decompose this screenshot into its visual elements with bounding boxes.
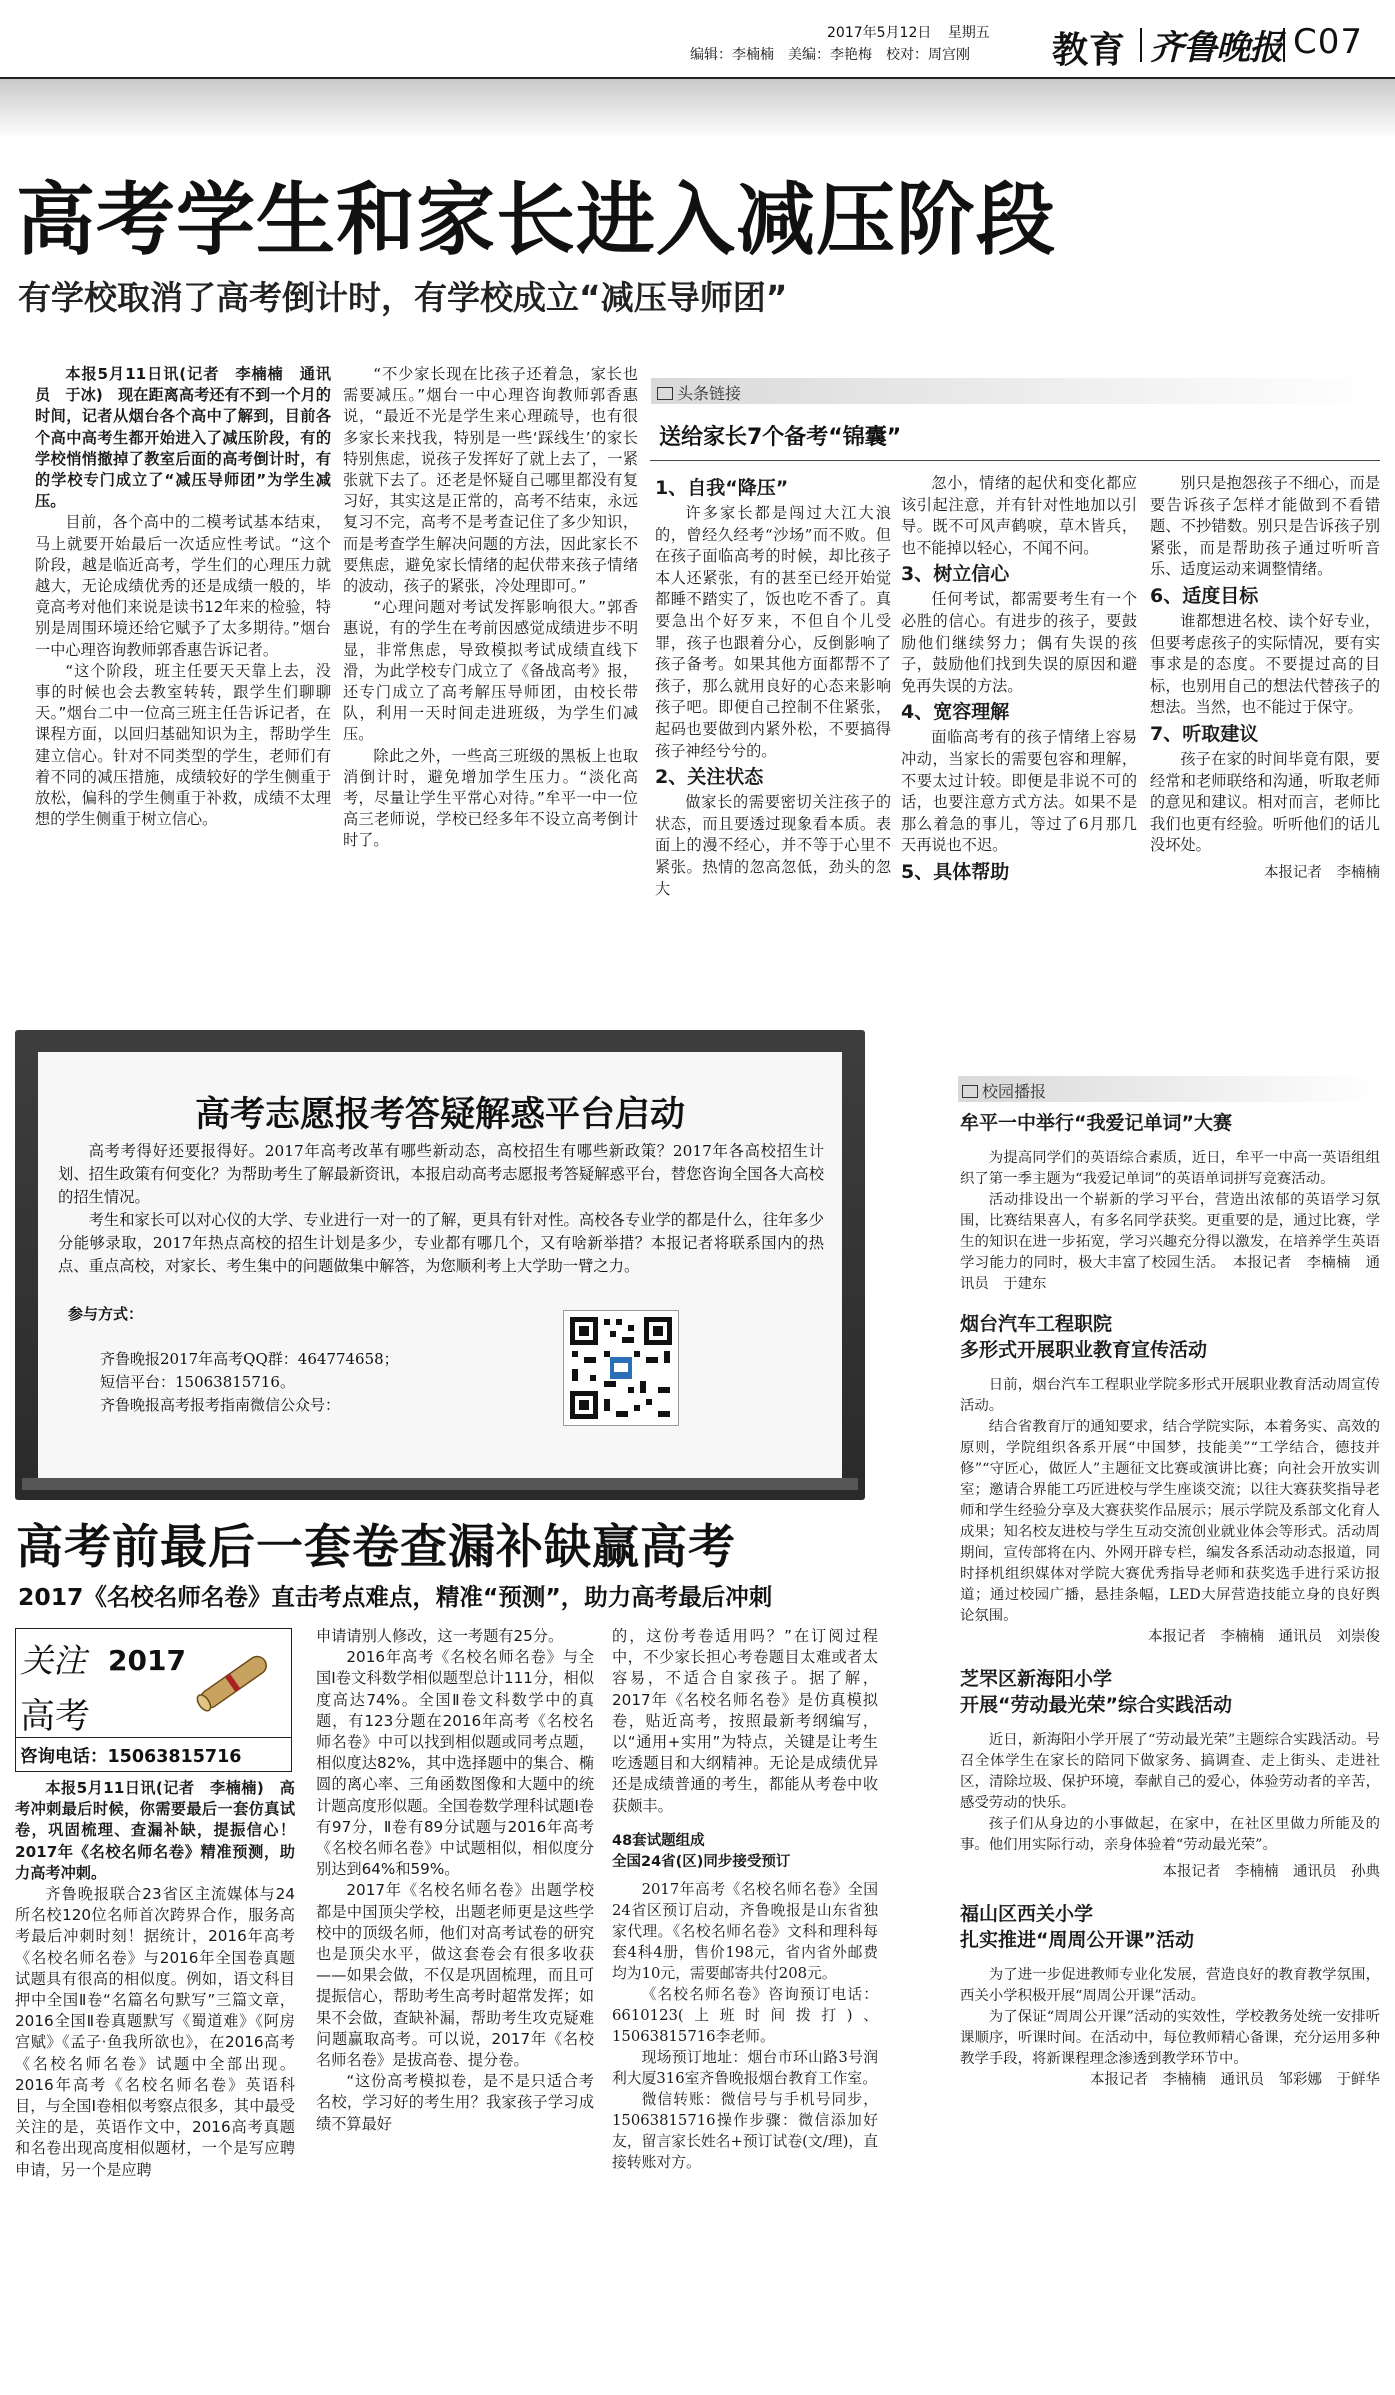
tips-text: 面临高考有的孩子情绪上容易冲动，当家长的需要包容和理解，不要太过计较。即便是非说不可的话，也要注意方式方法。如果不是那么着急的事儿，等过了6月那几天再说也不迟。 <box>901 728 1137 855</box>
board-wechat: 齐鲁晚报高考报考指南微信公众号： <box>100 1396 341 1414</box>
exam-order-para: 微信转账：微信号与手机号同步，15063815716操作步骤：微信添加好友，留言家长姓名+预订试卷(文/理)，直接转账对方。 <box>612 2091 878 2172</box>
badge-divider <box>16 1737 291 1738</box>
tips-heading: 7、听取建议 <box>1150 722 1259 745</box>
badge-focus: 关注 <box>20 1641 86 1680</box>
qr-code-icon[interactable] <box>563 1310 679 1426</box>
badge-word: 高考 <box>20 1697 91 1737</box>
exam-column-3 <box>612 1626 878 2386</box>
page-number: C07 <box>1293 22 1364 62</box>
lead-headline: 高考学生和家长进入减压阶段 <box>16 174 1056 266</box>
campus-item-para: 孩子们从身边的小事做起，在家中，在社区里做力所能及的事。他们用实际行动，亲身体验着“劳动最光荣”。 <box>960 1816 1380 1853</box>
tips-title-rule <box>650 460 1380 461</box>
header-weekday: 星期五 <box>947 25 990 41</box>
badge-year: 2017 <box>108 1644 186 1677</box>
exam-col2-para: 2016年高考《名校名师名卷》与全国Ⅰ卷文科数学相似题型总计111分，相似度高达74%。全国Ⅱ卷文科数学中的真题，有123分题在2016年高考《名校名师名卷》中可以找到相似题或同考点题，相似度达82%，其中选择题中的集合、椭圆的离心率、三角函数图像和大题中的统计题高度形似题。全国卷数学理科试题Ⅰ卷有97分，Ⅱ卷有89分试题与2016年高考《名校名师名卷》中试题相似，相似度分别达到64%和59%。 <box>316 1648 594 1879</box>
exam-order-para: 《名校名师名卷》咨询预订电话：6610123(上班时间拨打)、15063815716李老师。 <box>612 1986 878 2046</box>
campus-item-subtitle: 开展“劳动最光荣”综合实践活动 <box>960 1694 1232 1716</box>
board-sms: 短信平台：15063815716。 <box>100 1373 295 1391</box>
tips-column-b <box>901 473 1137 1003</box>
exam-column-1 <box>15 1778 295 2384</box>
header-editors: 编辑：李楠楠 美编：李艳梅 校对：周宫刚 <box>690 47 970 63</box>
header-divider-1 <box>1140 28 1142 62</box>
exam-col2-para: 申请请别人修改，这一考题有25分。 <box>316 1627 564 1645</box>
tips-heading: 1、自我“降压” <box>655 477 789 499</box>
tab-icon <box>657 387 673 400</box>
campus-item-para: 日前，烟台汽车工程职业学院多形式开展职业教育活动周宣传活动。 <box>960 1377 1380 1414</box>
tips-text: 别只是抱怨孩子不细心，而是要告诉孩子怎样才能做到不看错题、不抄错数。别只是告诉孩子别紧张，而是帮助孩子通过听听音乐、适度运动来调整情绪。 <box>1150 474 1380 579</box>
board-contact-label: 参与方式： <box>68 1305 144 1323</box>
campus-item-para: 结合省教育厅的通知要求，结合学院实际，本着务实、高效的原则，学院组织各系开展“中国梦，技能美”“工学结合，德技并修”“守匠心，做匠人”主题征文比赛或演讲比赛；向社会开放实训室；邀请合界能工巧匠进校与学生座谈交流；以往大赛获奖指导老师和学生经验分享及大赛获奖作品展示；展示学院及系部文化育人成果；知名校友进校与学生互动交流创业就业体会等形式。活动周期间，宣传部将在内、外网开辟专栏，编发各系活动动态报道，同时择机组织媒体对学院大赛优秀指导老师和获奖选手进行采访报道；通过校园广播，悬挂条幅，LED大屏营造技能立身的良好舆论氛围。 <box>960 1419 1380 1624</box>
tips-tag-bar <box>651 378 1379 404</box>
tab-icon <box>962 1085 978 1098</box>
header-date <box>827 22 990 42</box>
board-chalk-tray <box>22 1478 858 1490</box>
exam-order-para: 2017年高考《名校名师名卷》全国24省区预订启动，齐鲁晚报是山东省独家代理。《名校名师名卷》文科和理科每套4科4册，售价198元，省内省外邮费均为10元，需要邮寄共付208元。 <box>612 1881 878 1983</box>
campus-item-para: 为了进一步促进教师专业化发展，营造良好的教育教学氛围，西关小学积极开展“周周公开课”活动。 <box>960 1967 1380 2004</box>
lead-column-2 <box>343 364 638 1000</box>
campus-item-credit: 本报记者 李楠楠 通讯员 孙典 <box>1162 1864 1380 1880</box>
tips-text: 孩子在家的时间毕竟有限，要经常和老师联络和沟通，听取老师的意见和建议。相对而言，老师比我们也更有经验。听听他们的话儿没坏处。 <box>1150 749 1380 855</box>
lead-col2-para: 除此之外，一些高三班级的黑板上也取消倒计时，避免增加学生压力。“淡化高考，尽量让学生平常心对待。”牟平一中一位高三老师说，学校已经多年不设立高考倒计时了。 <box>343 746 638 850</box>
paper-logo: 齐鲁晚报 <box>1150 28 1282 68</box>
exam-group-subheading: 全国24省(区)同步接受预订 <box>612 1854 791 1871</box>
campus-item-subtitle: 扎实推进“周周公开课”活动 <box>960 1929 1194 1951</box>
tips-title: 送给家长7个备考“锦囊” <box>659 425 902 450</box>
exam-badge <box>15 1628 292 1772</box>
tips-text: 许多家长都是闯过大江大浪的，曾经久经考“沙场”而不败。但在孩子面临高考的时候，却比孩子本人还紧张，有的甚至已经开始觉都睡不踏实了，饭也吃不香了。真要急出个好歹来，不但自个儿受罪，孩子也跟着分心，反倒影响了孩子备考。如果其他方面都帮不了孩子，那么就用良好的心态来影响孩子吧。即便自己控制不住紧张，起码也要做到内紧外松，不要搞得孩子神经兮兮的。 <box>655 504 891 760</box>
campus-list <box>960 1110 1380 2388</box>
campus-item-subtitle: 多形式开展职业教育宣传活动 <box>960 1339 1208 1361</box>
campus-item-title: 芝罘区新海阳小学 <box>960 1668 1113 1690</box>
tips-column-a <box>655 473 891 1003</box>
lead-column-1 <box>35 364 331 1000</box>
tips-heading: 4、宽容理解 <box>901 701 1010 724</box>
tips-column-c <box>1150 473 1380 1003</box>
exam-col2-para: 2017年《名校名师名卷》出题学校都是中国顶尖学校，出题老师更是这些学校中的顶级名师，他们对高考试卷的研究也是顶尖水平，做这套卷会有很多收获——如果会做，不仅是巩固梳理，而且可提振信心，帮助考生高考时超常发挥；如果不会做，查缺补漏，帮助考生攻克疑难问题赢取高考。可以说，2017年《名校名师名卷》是拔高卷、提分卷。 <box>316 1881 594 2070</box>
tips-credit: 本报记者 李楠楠 <box>1264 864 1380 881</box>
board-contact <box>100 1348 399 1417</box>
exam-subheadline: 2017《名校名师名卷》直击考点难点，精准“预测”，助力高考最后冲刺 <box>18 1583 773 1611</box>
campus-item-title: 牟平一中举行“我爱记单词”大赛 <box>960 1112 1232 1134</box>
exam-col1-para: 本报5月11日讯(记者 李楠楠) 高考冲刺最后时候，你需要最后一套仿真试卷，巩固梳理、查漏补缺，提振信心！2017年《名校名师名卷》精准预测，助力高考冲刺。 <box>15 1779 295 1882</box>
badge-phone: 咨询电话：15063815716 <box>20 1747 242 1767</box>
exam-col3-para: 的，这份考卷适用吗？”在订阅过程中，不少家长担心考卷题目太难或者太容易，不适合自家孩子。据了解，2017年《名校名师名卷》是仿真模拟卷，贴近高考，按照最新考纲编写，以“通用+实用”为特点，关键是让考生吃透题目和大纲精神。无论是成绩优异还是成绩普通的考生，都能从考卷中收获颇丰。 <box>612 1627 878 1815</box>
lead-subheadline: 有学校取消了高考倒计时，有学校成立“减压导师团” <box>18 278 788 317</box>
tips-text: 任何考试，都需要考生有一个必胜的信心。有进步的孩子，要鼓励他们继续努力；偶有失误的孩子，鼓励他们找到失误的原因和避免再失误的方法。 <box>901 590 1137 695</box>
campus-item-credit: 本报记者 李楠楠 通讯员 刘崇俊 <box>1148 1629 1380 1645</box>
tips-text: 忽小，情绪的起伏和变化都应该引起注意，并有针对性地加以引导。既不可风声鹤唳，草木皆兵，也不能掉以轻心，不闻不问。 <box>901 474 1137 557</box>
campus-tag <box>962 1079 1046 1102</box>
campus-item-para: 为了保证“周周公开课”活动的实效性，学校教务处统一安排听课顺序，听课时间。在活动中，每位教师精心备课，充分运用多种教学手段，将新课程理念渗透到教学环节中。 <box>960 2009 1380 2067</box>
board-title: 高考志愿报考答疑解惑平台启动 <box>194 1095 685 1135</box>
tips-heading: 5、具体帮助 <box>901 860 1010 883</box>
exam-col2-para: “这份高考模拟卷，是不是只适合考名校，学习好的考生用？我家孩子学习成绩不算最好 <box>316 2072 594 2133</box>
campus-tag-label: 校园播报 <box>982 1082 1047 1101</box>
header-date-text: 2017年5月12日 <box>827 25 932 41</box>
campus-item-credit: 本报记者 李楠楠 通讯员 邹彩娜 于鲜华 <box>1090 2072 1380 2088</box>
tips-heading: 2、关注状态 <box>655 766 764 789</box>
scroll-icon <box>186 1643 282 1723</box>
lead-col1-para: 目前，各个高中的二模考试基本结束，马上就要开始最后一次适应性考试。“这个阶段，越是临近高考，学生们的心理压力就越大，无论成绩优秀的还是成绩一般的，毕竟高考对他们来说是读书12年来的检验，特别是周围环境还给它赋予了太多期待。”烟台一中心理咨询教师郭香惠告诉记者。 <box>35 513 331 659</box>
tips-tag-label: 头条链接 <box>677 384 742 403</box>
campus-item-title: 福山区西关小学 <box>960 1903 1094 1925</box>
campus-item-title: 烟台汽车工程职院 <box>960 1313 1113 1335</box>
exam-order-para: 现场预订地址：烟台市环山路3号润利大厦316室齐鲁晚报烟台教育工作室。 <box>612 2049 878 2088</box>
header-divider-2 <box>1283 28 1285 62</box>
lead-col1-para: “这个阶段，班主任要天天靠上去，没事的时候也会去教室转转，跟学生们聊聊天。”烟台二中一位高三班主任告诉记者，在课程方面，以回归基础知识为主，帮助学生建立信心。针对不同类型的学生，老师们有着不同的减压措施，成绩较好的学生侧重于放松，偏科的学生侧重于补救，成绩不太理想的学生侧重于树立信心。 <box>35 661 331 829</box>
board-para: 考生和家长可以对心仪的大学、专业进行一对一的了解，更具有针对性。高校各专业学的都是什么，往年多少分能够录取，2017年热点高校的招生计划是多少，专业都有哪几个，又有啥新举措？本报记者将联系国内的热点、重点高校，对家长、考生集中的问题做集中解答，为您顺利考上大学助一臂之力。 <box>58 1211 824 1275</box>
tips-heading: 3、树立信心 <box>901 563 1010 586</box>
section-name: 教育 <box>1052 30 1127 71</box>
exam-headline: 高考前最后一套卷查漏补缺赢高考 <box>16 1520 736 1575</box>
lead-col2-para: “心理问题对考试发挥影响很大。”郭香惠说，有的学生在考前因感觉成绩进步不明显，非常焦虑，导致模拟考试成绩直线下滑，为此学校专门成立了《备战高考》报，还专门成立了高考解压导师团，由校长带队，利用一天时间走进班级，为学生们减压。 <box>343 598 638 744</box>
exam-order-info <box>612 1879 878 2173</box>
lead-col2-para: “不少家长现在比孩子还着急，家长也需要减压。”烟台一中心理咨询教师郭香惠说，“最近不光是学生来心理疏导，也有很多家长来找我，特别是一些‘踩线生’的家长特别焦虑，说孩子发挥好了就上去了，一紧张就下去了。还老是怀疑自己哪里都没有复习好，其实这是正常的，高考不结束，永远复习不完，高考不是考查记住了多少知识，而是考查学生解决问题的方法，因此家长不要焦虑，避免家长情绪的起伏带来孩子情绪的波动，孩子的紧张，冷处理即可。” <box>343 365 638 596</box>
campus-item-para: 近日，新海阳小学开展了“劳动最光荣”主题综合实践活动。号召全体学生在家长的陪同下做家务、搞调查、走上街头、走进社区，清除垃圾、保护环境，奉献自己的爱心，体验劳动者的辛苦，感受劳动的快乐。 <box>960 1732 1380 1811</box>
tips-heading: 6、适度目标 <box>1150 584 1259 607</box>
exam-column-2 <box>316 1626 594 2386</box>
board-qq: 齐鲁晚报2017年高考QQ群：464774658； <box>100 1350 399 1368</box>
campus-item-para: 活动排设出一个崭新的学习平台，营造出浓郁的英语学习氛围，比赛结果喜人，有多名同学获奖。更重要的是，通过比赛，学生的知识在进一步拓宽，学习兴趣充分得以激发，在培养学生英语学习能力的同时，极大丰富了校园生活。 本报记者 李楠楠 通讯员 于建东 <box>960 1192 1380 1292</box>
board-para: 高考考得好还要报得好。2017年高考改革有哪些新动态，高校招生有哪些新政策？2017年各高校招生计划、招生政策有何变化？为帮助考生了解最新资讯，本报启动高考志愿报考答疑解惑平台，替您咨询全国各大高校的招生情况。 <box>58 1142 824 1206</box>
exam-group-heading: 48套试题组成 <box>612 1832 705 1849</box>
board-body <box>58 1140 824 1278</box>
tips-text: 做家长的需要密切关注孩子的状态，而且要透过现象看本质。表面上的漫不经心，并不等于心里不紧张。热情的忽高忽低，劲头的忽大 <box>655 793 891 898</box>
campus-item-para: 为提高同学们的英语综合素质，近日，牟平一中高一英语组组织了第一季主题为“我爱记单词”的英语单词拼写竞赛活动。 <box>960 1150 1380 1187</box>
lead-col1-para: 本报5月11日讯(记者 李楠楠 通讯员 于冰) 现在距离高考还有不到一个月的时间，记者从烟台各个高中了解到，目前各个高中高考生都开始进入了减压阶段，有的学校悄悄撤掉了教室后面的高考倒计时，有的学校专门成立了“减压导师团”为学生减压。 <box>35 365 331 511</box>
tips-tag <box>657 381 741 404</box>
exam-col1-para: 齐鲁晚报联合23省区主流媒体与24所名校120位名师首次跨界合作，服务高考最后冲刺时刻！据统计，2016年高考《名校名师名卷》与2016年全国卷真题试题具有很高的相似度。例如，语文科目押中全国Ⅱ卷“名篇名句默写”三篇文章，2016全国Ⅱ卷真题默写《蜀道难》《阿房宫赋》《孟子·鱼我所欲也》，在2016高考《名校名师名卷》试题中全部出现。2016年高考《名校名师名卷》英语科目，与全国Ⅰ卷相似考察点很多，其中最受关注的是，英语作文中，2016高考真题和名卷出现高度相似题材，一个是写应聘申请，另一个是应聘 <box>15 1885 295 2179</box>
tips-text: 谁都想进名校、读个好专业，但要考虑孩子的实际情况，要有实事求是的态度。不要提过高的目标，也别用自己的想法代替孩子的想法。当然，也不能过于保守。 <box>1150 611 1380 717</box>
header-shadow <box>0 79 1395 139</box>
